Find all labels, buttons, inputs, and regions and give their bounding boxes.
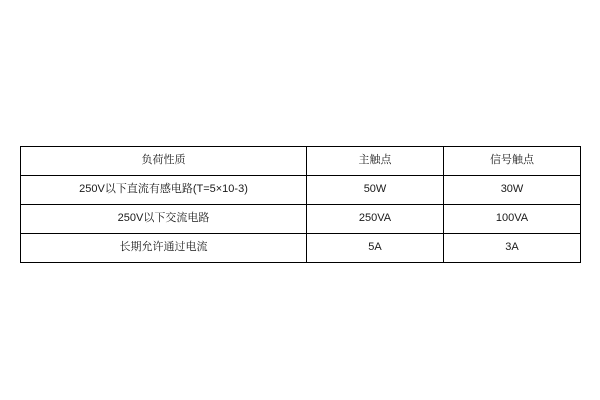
table-row [21, 205, 581, 234]
table-header-cell-main-contact: 主触点 [307, 147, 444, 176]
table-cell-load-nature: 长期允许通过电流 [21, 234, 307, 263]
contact-rating-table [20, 146, 581, 263]
table-cell-signal-contact: 100VA [444, 205, 581, 234]
table-cell-main-contact: 250VA [307, 205, 444, 234]
table-cell-load-nature: 250V以下直流有感电路(T=5×10-3) [21, 176, 307, 205]
table-header-cell-load-nature: 负荷性质 [21, 147, 307, 176]
table-cell-load-nature: 250V以下交流电路 [21, 205, 307, 234]
spec-table-container [20, 146, 580, 263]
table-cell-signal-contact: 3A [444, 234, 581, 263]
table-cell-main-contact: 50W [307, 176, 444, 205]
table-cell-signal-contact: 30W [444, 176, 581, 205]
table-row [21, 234, 581, 263]
table-cell-main-contact: 5A [307, 234, 444, 263]
table-body [21, 176, 581, 263]
table-row [21, 176, 581, 205]
table-header-row [21, 147, 581, 176]
table-header [21, 147, 581, 176]
table-header-cell-signal-contact: 信号触点 [444, 147, 581, 176]
